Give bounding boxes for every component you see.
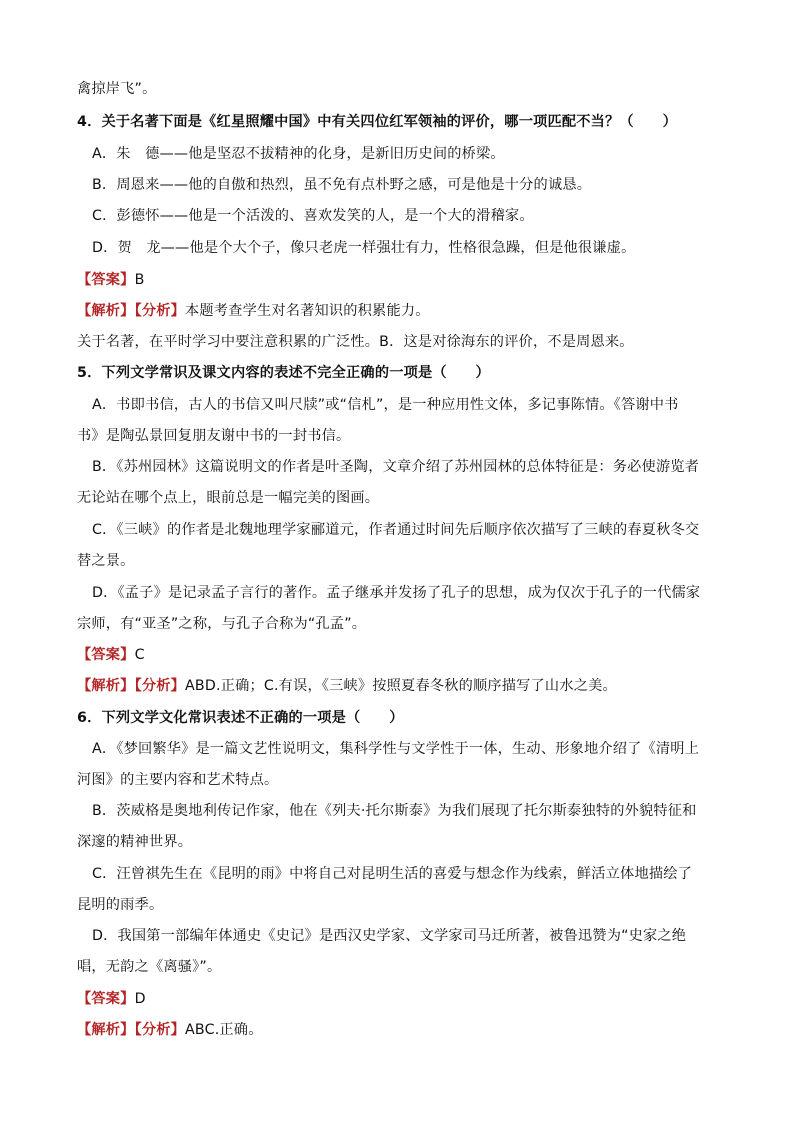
- question-6-option-a-cont: 河图》的主要内容和艺术特点。: [77, 772, 279, 788]
- question-5-answer: [77, 645, 145, 665]
- question-5-explanation: [77, 676, 617, 696]
- question-6-option-d-cont: 唱，无韵之《离骚》”。: [77, 959, 222, 975]
- question-4-explanation: [77, 301, 430, 321]
- question-6-option-b: B．茨威格是奥地利传记作家，他在《列夫·托尔斯泰》为我们展现了托尔斯泰独特的外貌特征和: [92, 803, 697, 819]
- question-5-stem: 5．下列文学常识及课文内容的表述不完全正确的一项是（ ）: [77, 365, 490, 381]
- question-6-option-a: A．《梦回繁华》是一篇文艺性说明文，集科学性与文学性于一体，生动、形象地介绍了《清明上: [92, 741, 700, 757]
- answer-tag: 【答案】: [77, 272, 135, 288]
- question-4-option-a: A．朱 德——他是坚忍不拔精神的化身，是新旧历史间的桥梁。: [92, 146, 505, 162]
- answer-value: D: [134, 991, 146, 1007]
- question-5-option-a-cont: 书》是陶弘景回复朋友谢中书的一封书信。: [77, 428, 351, 444]
- question-6-explanation: [77, 1020, 263, 1040]
- question-4-option-d: D．贺 龙——他是个大个子，像只老虎一样强壮有力，性格很急躁，但是他很谦虚。: [92, 240, 636, 256]
- question-4-explanation-line-2: 关于名著，在平时学习中要注意积累的广泛性。B．这是对徐海东的评价，不是周恩来。: [77, 334, 634, 350]
- question-5-option-b: B．《苏州园林》这篇说明文的作者是叶圣陶，文章介绍了苏州园林的总体特征是：务必使游览者: [92, 459, 700, 475]
- question-6-option-d: D．我国第一部编年体通史《史记》是西汉史学家、文学家司马迁所著，被鲁迅赞为“史家之绝: [92, 928, 687, 944]
- question-6-answer: [77, 989, 146, 1009]
- question-5-option-c: C．《三峡》的作者是北魏地理学家郦道元，作者通过时间先后顺序依次描写了三峡的春夏秋冬交: [92, 522, 700, 538]
- answer-tag: 【答案】: [77, 647, 135, 663]
- question-5-option-d-cont: 宗师，有“亚圣”之称，与孔子合称为“孔孟”。: [77, 616, 367, 632]
- question-4-option-b: B．周恩来——他的自傲和热烈，虽不免有点朴野之感，可是他是十分的诚恳。: [92, 177, 592, 193]
- question-4-option-c: C．彭德怀——他是一个活泼的、喜欢发笑的人，是一个大的滑稽家。: [92, 208, 534, 224]
- text-line: 禽掠岸飞”。: [77, 81, 157, 97]
- question-4-stem: 4．关于名著下面是《红星照耀中国》中有关四位红军领袖的评价，哪一项匹配不当？（ ）: [77, 114, 677, 130]
- explanation-tag: 【解析】【分析】: [77, 1022, 186, 1038]
- explanation-tag: 【解析】【分析】: [77, 303, 186, 319]
- question-6-option-c: C．汪曾祺先生在《昆明的雨》中将自己对昆明生活的喜爱与想念作为线索，鲜活立体地描绘了: [92, 866, 692, 882]
- question-5-option-d: D．《孟子》是记录孟子言行的著作。孟子继承并发扬了孔子的思想，成为仅次于孔子的一代儒家: [92, 585, 701, 601]
- question-4-answer: [77, 270, 145, 290]
- explanation-text: ABC.正确。: [185, 1022, 263, 1038]
- question-5-option-b-cont: 无论站在哪个点上，眼前总是一幅完美的图画。: [77, 490, 380, 506]
- explanation-tag: 【解析】【分析】: [77, 678, 186, 694]
- explanation-text: 本题考查学生对名著知识的积累能力。: [185, 303, 430, 319]
- question-5-option-c-cont: 替之景。: [77, 553, 135, 569]
- explanation-text: ABD.正确；C.有误，《三峡》按照夏春冬秋的顺序描写了山水之美。: [185, 678, 617, 694]
- answer-tag: 【答案】: [77, 991, 135, 1007]
- question-6-option-c-cont: 昆明的雨季。: [77, 897, 164, 913]
- answer-value: C: [134, 647, 145, 663]
- question-6-stem: 6．下列文学文化常识表述不正确的一项是（ ）: [77, 710, 404, 726]
- question-5-option-a: A．书即书信，古人的书信又叫尺牍”或“信札”，是一种应用性文体，多记事陈情。《答谢中书: [92, 397, 679, 413]
- question-6-option-b-cont: 深邃的精神世界。: [77, 834, 193, 850]
- answer-value: B: [134, 272, 145, 288]
